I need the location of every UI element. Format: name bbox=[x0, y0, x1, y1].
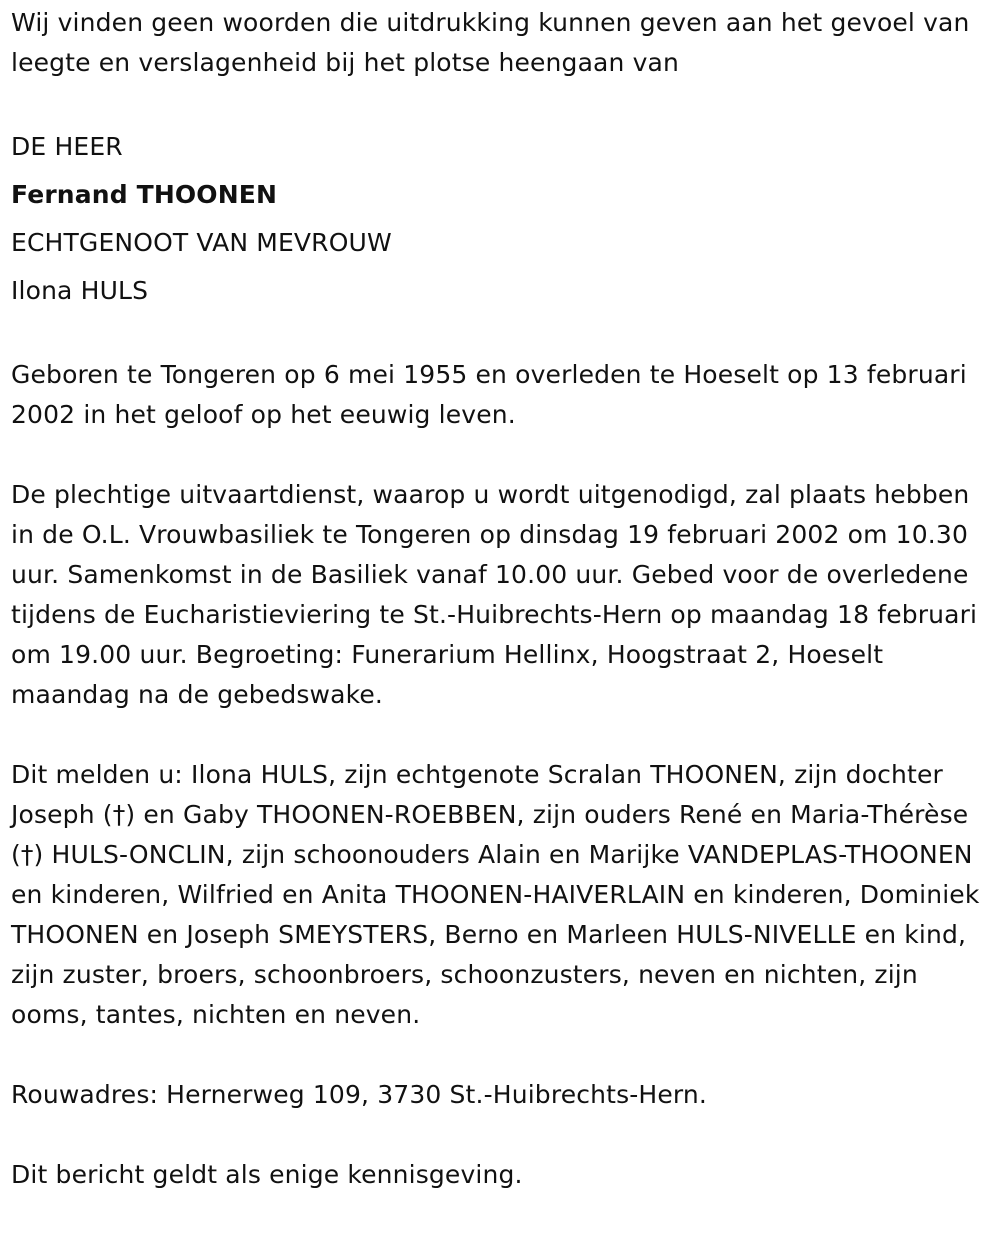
address-paragraph: Rouwadres: Hernerweg 109, 3730 St.-Huibrechts-Hern. bbox=[11, 1080, 707, 1109]
spacer bbox=[11, 1035, 996, 1075]
deceased-name: Fernand THOONEN bbox=[11, 180, 278, 209]
title-line: DE HEER bbox=[11, 132, 123, 161]
spacer bbox=[11, 715, 996, 755]
spacer bbox=[11, 83, 996, 123]
family-paragraph: Dit melden u: Ilona HULS, zijn echtgenote Scralan THOONEN, zijn dochter Joseph (†) en Gaby THOONEN-ROEBBEN, zijn ouders René en Maria-Thérèse (†) HULS-ONCLIN, zijn schoonouders Alain en Marijke VANDEPLAS-THOONEN en kinderen, Wilfried en Anita THOONEN-HAIVERLAIN en kinderen, Dominiek THOONEN en Joseph SMEYSTERS, Berno en Marleen HULS-NIVELLE en kind, zijn zuster, broers, schoonbroers, schoonzusters, neven en nichten, zijn ooms, tantes, nichten en neven. bbox=[11, 760, 980, 1029]
closing-paragraph: Dit bericht geldt als enige kennisgeving. bbox=[11, 1160, 523, 1189]
funeral-paragraph: De plechtige uitvaartdienst, waarop u wordt uitgenodigd, zal plaats hebben in de O.L. Vrouwbasiliek te Tongeren op dinsdag 19 februari 2002 om 10.30 uur. Samenkomst in de Basiliek vanaf 10.00 uur. Gebed voor de overledene tijdens de Eucharistieviering te St.-Huibrechts-Hern op maandag 18 februari om 19.00 uur. Begroeting: Funerarium Hellinx, Hoogstraat 2, Hoeselt maandag na de gebedswake. bbox=[11, 480, 978, 709]
intro-paragraph: Wij vinden geen woorden die uitdrukking kunnen geven aan het gevoel van leegte en verslagenheid bij het plotse heengaan van bbox=[11, 8, 970, 77]
spacer bbox=[11, 315, 996, 355]
obituary-notice bbox=[11, 3, 996, 1195]
spacer bbox=[11, 1115, 996, 1155]
spacer bbox=[11, 435, 996, 475]
spouse-name: Ilona HULS bbox=[11, 276, 149, 305]
birth-death-paragraph: Geboren te Tongeren op 6 mei 1955 en overleden te Hoeselt op 13 februari 2002 in het geloof op het eeuwig leven. bbox=[11, 360, 967, 429]
spouse-label: ECHTGENOOT VAN MEVROUW bbox=[11, 228, 392, 257]
